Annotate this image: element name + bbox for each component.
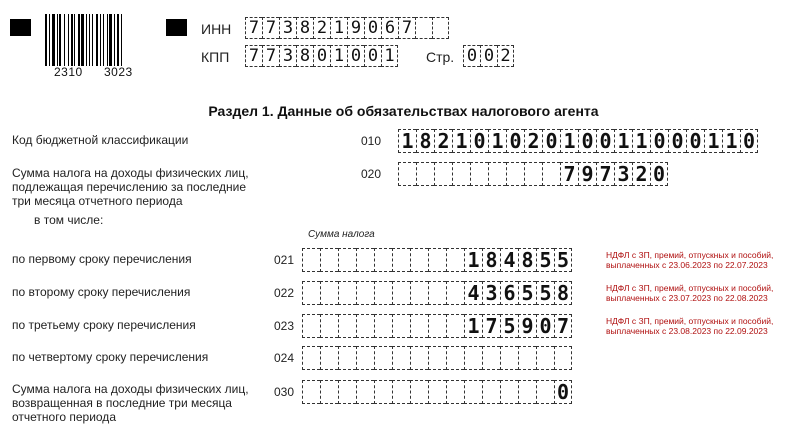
column-header-tax-amount: Сумма налога [308, 229, 375, 240]
second-term-cell[interactable] [338, 281, 356, 305]
tax-returned-cell[interactable] [446, 380, 464, 404]
second-term-cell[interactable]: 5 [518, 281, 536, 305]
row-label-line: в том числе: [34, 213, 104, 227]
third-term-cell[interactable]: 0 [536, 314, 554, 338]
inn-cell[interactable]: 7 [245, 17, 262, 39]
tax-due-cell[interactable]: 0 [650, 162, 668, 186]
third-term-cell[interactable]: 9 [518, 314, 536, 338]
row-label-line: Сумма налога на доходы физических лиц, [12, 382, 249, 396]
tax-returned-cell[interactable] [482, 380, 500, 404]
page-cell[interactable]: 0 [463, 45, 480, 67]
second-term-cell[interactable] [446, 281, 464, 305]
kbk-cell[interactable]: 1 [398, 129, 416, 153]
fourth-term-cell[interactable] [518, 346, 536, 370]
row-label-line: по третьему сроку перечисления [12, 318, 196, 332]
first-term-cell[interactable]: 1 [464, 248, 482, 272]
page-cell[interactable]: 0 [480, 45, 497, 67]
third-term-cell[interactable] [320, 314, 338, 338]
row-label-tax-returned [12, 382, 249, 424]
row-label-line: отчетного периода [12, 410, 116, 424]
kpp-field[interactable] [245, 45, 398, 67]
second-term-cell[interactable] [320, 281, 338, 305]
tax-due-cell[interactable] [506, 162, 524, 186]
kpp-cell[interactable]: 7 [262, 45, 279, 67]
row-label-second-term [12, 285, 190, 299]
inn-cell[interactable]: 7 [398, 17, 415, 39]
third-term-cell[interactable]: 7 [482, 314, 500, 338]
row-label-line: Код бюджетной классификации [12, 133, 189, 147]
line-code-tax-due: 020 [361, 167, 382, 181]
fourth-term-cell[interactable] [554, 346, 572, 370]
first-term-cell[interactable] [374, 248, 392, 272]
kbk-cell[interactable]: 0 [542, 129, 560, 153]
kpp-cell[interactable]: 1 [381, 45, 398, 67]
first-term-cell[interactable] [392, 248, 410, 272]
first-term-cell[interactable] [410, 248, 428, 272]
row-label-including [34, 213, 103, 227]
tax-due-cell[interactable] [452, 162, 470, 186]
amount-field-tax-due[interactable] [398, 162, 668, 186]
fourth-term-cell[interactable] [302, 346, 320, 370]
amount-field-third-term[interactable] [302, 314, 572, 338]
kbk-cell[interactable]: 1 [722, 129, 740, 153]
page-cell[interactable]: 2 [497, 45, 514, 67]
kbk-cell[interactable]: 1 [560, 129, 578, 153]
kpp-label: КПП [201, 49, 230, 65]
kbk-cell[interactable]: 8 [416, 129, 434, 153]
kpp-cell[interactable]: 0 [364, 45, 381, 67]
kpp-cell[interactable]: 3 [279, 45, 296, 67]
line-code-second-term: 022 [274, 286, 295, 300]
kbk-cell[interactable]: 0 [470, 129, 488, 153]
fourth-term-cell[interactable] [374, 346, 392, 370]
row-label-tax-due [12, 166, 249, 208]
second-term-cell[interactable] [392, 281, 410, 305]
tax-due-cell[interactable]: 7 [560, 162, 578, 186]
kbk-cell[interactable]: 0 [596, 129, 614, 153]
barcode-number-right: 3023 [104, 65, 133, 79]
third-term-cell[interactable]: 5 [500, 314, 518, 338]
third-term-cell[interactable] [338, 314, 356, 338]
tax-due-cell[interactable] [416, 162, 434, 186]
kbk-cell[interactable]: 0 [740, 129, 758, 153]
kbk-cell[interactable]: 1 [704, 129, 722, 153]
third-term-cell[interactable] [392, 314, 410, 338]
tax-due-cell[interactable] [524, 162, 542, 186]
tax-returned-cell[interactable] [536, 380, 554, 404]
page-number-field[interactable] [463, 45, 514, 67]
row-label-line: три месяца отчетного периода [12, 194, 183, 208]
third-term-cell[interactable] [428, 314, 446, 338]
row-label-line: возвращенная в последние три месяца [12, 396, 232, 410]
third-term-cell[interactable] [374, 314, 392, 338]
tax-due-cell[interactable] [470, 162, 488, 186]
third-term-cell[interactable] [410, 314, 428, 338]
second-term-cell[interactable]: 3 [482, 281, 500, 305]
fourth-term-cell[interactable] [320, 346, 338, 370]
fourth-term-cell[interactable] [392, 346, 410, 370]
kbk-cell[interactable]: 0 [506, 129, 524, 153]
row-label-first-term [12, 252, 192, 266]
third-term-cell[interactable] [446, 314, 464, 338]
row-label-line: по второму сроку перечисления [12, 285, 191, 299]
barcode-number-left: 2310 [54, 65, 83, 79]
section-title: Раздел 1. Данные об обязательствах налогового агента [208, 103, 599, 119]
kbk-cell[interactable]: 0 [650, 129, 668, 153]
annotation-line: выплаченных с 23.08.2023 по 22.09.2023 [606, 326, 768, 336]
kbk-cell[interactable]: 1 [632, 129, 650, 153]
third-term-cell[interactable]: 7 [554, 314, 572, 338]
first-term-cell[interactable] [446, 248, 464, 272]
row-label-line: по первому сроку перечисления [12, 252, 192, 266]
tax-returned-cell[interactable] [500, 380, 518, 404]
line-code-third-term: 023 [274, 319, 295, 333]
amount-field-second-term[interactable] [302, 281, 572, 305]
fourth-term-cell[interactable] [536, 346, 554, 370]
inn-cell[interactable]: 9 [347, 17, 364, 39]
line-code-fourth-term: 024 [274, 351, 295, 365]
barcode [45, 14, 145, 66]
second-term-cell[interactable] [302, 281, 320, 305]
first-term-cell[interactable] [320, 248, 338, 272]
third-term-cell[interactable] [302, 314, 320, 338]
kbk-cell[interactable]: 1 [452, 129, 470, 153]
fourth-term-cell[interactable] [338, 346, 356, 370]
line-code-tax-returned: 030 [274, 385, 295, 399]
page-label: Стр. [426, 49, 455, 65]
amount-field-kbk[interactable] [398, 129, 758, 153]
tax-due-cell[interactable] [434, 162, 452, 186]
second-term-cell[interactable]: 4 [464, 281, 482, 305]
inn-cell[interactable]: 2 [313, 17, 330, 39]
row-label-kbk [12, 133, 188, 147]
annotation-first-term [606, 250, 773, 270]
tax-due-cell[interactable] [488, 162, 506, 186]
inn-cell[interactable]: 1 [330, 17, 347, 39]
kbk-cell[interactable]: 2 [524, 129, 542, 153]
row-label-fourth-term [12, 350, 208, 364]
tax-returned-cell[interactable] [320, 380, 338, 404]
fourth-term-cell[interactable] [410, 346, 428, 370]
inn-cell[interactable]: 8 [296, 17, 313, 39]
tax-returned-cell[interactable] [302, 380, 320, 404]
second-term-cell[interactable]: 6 [500, 281, 518, 305]
inn-cell[interactable]: 6 [381, 17, 398, 39]
row-label-line: подлежащая перечислению за последние [12, 180, 247, 194]
annotation-line: НДФЛ с ЗП, премий, отпускных и пособий, [606, 316, 774, 326]
kbk-cell[interactable]: 1 [488, 129, 506, 153]
kbk-cell[interactable]: 2 [434, 129, 452, 153]
kpp-cell[interactable]: 8 [296, 45, 313, 67]
corner-marker-left [10, 19, 31, 36]
row-label-line: по четвертому сроку перечисления [12, 350, 209, 364]
fourth-term-cell[interactable] [482, 346, 500, 370]
tax-due-cell[interactable]: 9 [578, 162, 596, 186]
third-term-cell[interactable]: 1 [464, 314, 482, 338]
second-term-cell[interactable] [428, 281, 446, 305]
kbk-cell[interactable]: 0 [668, 129, 686, 153]
tax-returned-cell[interactable] [392, 380, 410, 404]
third-term-cell[interactable] [356, 314, 374, 338]
kpp-cell[interactable]: 1 [330, 45, 347, 67]
fourth-term-cell[interactable] [356, 346, 374, 370]
row-label-line: Сумма налога на доходы физических лиц, [12, 166, 249, 180]
first-term-cell[interactable]: 8 [518, 248, 536, 272]
fourth-term-cell[interactable] [446, 346, 464, 370]
tax-returned-cell[interactable] [518, 380, 536, 404]
inn-label: ИНН [201, 21, 232, 37]
inn-cell[interactable] [415, 17, 432, 39]
kbk-cell[interactable]: 0 [578, 129, 596, 153]
tax-due-cell[interactable] [398, 162, 416, 186]
fourth-term-cell[interactable] [464, 346, 482, 370]
first-term-cell[interactable] [302, 248, 320, 272]
tax-due-cell[interactable] [542, 162, 560, 186]
first-term-cell[interactable]: 4 [500, 248, 518, 272]
inn-cell[interactable]: 3 [279, 17, 296, 39]
kpp-cell[interactable]: 0 [313, 45, 330, 67]
amount-field-tax-returned[interactable] [302, 380, 572, 404]
inn-cell[interactable] [432, 17, 449, 39]
annotation-third-term [606, 316, 773, 336]
kbk-cell[interactable]: 0 [686, 129, 704, 153]
annotation-line: НДФЛ с ЗП, премий, отпускных и пособий, [606, 250, 774, 260]
tax-returned-cell[interactable] [338, 380, 356, 404]
first-term-cell[interactable] [356, 248, 374, 272]
kbk-cell[interactable]: 1 [614, 129, 632, 153]
second-term-cell[interactable] [356, 281, 374, 305]
inn-field[interactable] [245, 17, 449, 39]
tax-returned-cell[interactable] [410, 380, 428, 404]
second-term-cell[interactable]: 5 [536, 281, 554, 305]
amount-field-fourth-term[interactable] [302, 346, 572, 370]
inn-cell[interactable]: 0 [364, 17, 381, 39]
tax-due-cell[interactable]: 2 [632, 162, 650, 186]
tax-returned-cell[interactable] [374, 380, 392, 404]
line-code-first-term: 021 [274, 253, 295, 267]
inn-cell[interactable]: 7 [262, 17, 279, 39]
annotation-line: выплаченных с 23.07.2023 по 22.08.2023 [606, 293, 768, 303]
first-term-cell[interactable]: 5 [554, 248, 572, 272]
tax-due-cell[interactable]: 7 [596, 162, 614, 186]
second-term-cell[interactable] [374, 281, 392, 305]
annotation-line: выплаченных с 23.06.2023 по 22.07.2023 [606, 260, 768, 270]
first-term-cell[interactable] [338, 248, 356, 272]
fourth-term-cell[interactable] [428, 346, 446, 370]
line-code-kbk: 010 [361, 134, 382, 148]
tax-returned-cell[interactable] [356, 380, 374, 404]
tax-due-cell[interactable]: 3 [614, 162, 632, 186]
row-label-third-term [12, 318, 196, 332]
tax-returned-cell[interactable] [428, 380, 446, 404]
second-term-cell[interactable] [410, 281, 428, 305]
kpp-cell[interactable]: 0 [347, 45, 364, 67]
first-term-cell[interactable]: 8 [482, 248, 500, 272]
tax-returned-cell[interactable]: 0 [554, 380, 572, 404]
first-term-cell[interactable]: 5 [536, 248, 554, 272]
kpp-cell[interactable]: 7 [245, 45, 262, 67]
fourth-term-cell[interactable] [500, 346, 518, 370]
first-term-cell[interactable] [428, 248, 446, 272]
corner-marker-right [166, 19, 187, 36]
annotation-second-term [606, 283, 773, 303]
amount-field-first-term[interactable] [302, 248, 572, 272]
tax-returned-cell[interactable] [464, 380, 482, 404]
second-term-cell[interactable]: 8 [554, 281, 572, 305]
annotation-line: НДФЛ с ЗП, премий, отпускных и пособий, [606, 283, 774, 293]
